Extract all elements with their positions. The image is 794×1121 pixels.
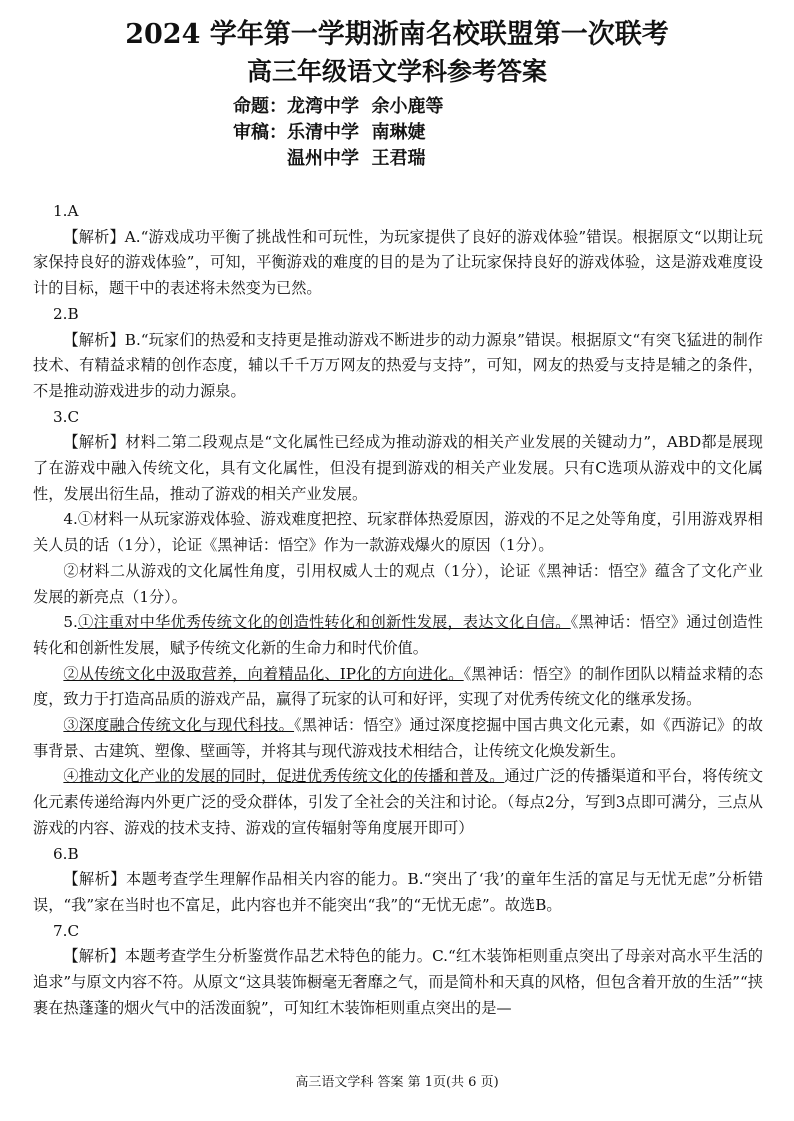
q5-detail-4: 通过广泛的传播渠道和平台，将传统文化元素传递给海内外更广泛的受众群体，引发了全社会的关注和讨论。（每点2分，写到3点即可满分，三点从游戏的内容、游戏的技术支持、游戏的宣传辐射等角度展开即可） [33,767,764,837]
q5-detail-1: 《黑神话：悟空》通过创造性转化和创新性发展，赋予传统文化新的生命力和时代价值。 [33,613,763,657]
answer-q5-point1 [33,610,763,661]
answer-q6: 6.B [53,844,79,863]
q5-detail-2: 《黑神话：悟空》的制作团队以精益求精的态度，致力于打造高品质的游戏产品，赢得了玩家的认可和好评，实现了对优秀传统文化的继承发扬。 [33,664,764,709]
q5-key-point-3: ③深度融合传统文化与现代科技。 [63,716,295,735]
answer-q1: 1.A [53,202,79,220]
answer-q4-point1: 4.①材料一从玩家游戏体验、游戏难度把控、玩家群体热爱原因，游戏的不足之处等角度，引用游戏界相关人员的话（1分），论证《黑神话：悟空》作为一款游戏爆火的原因（1分）。 [33,510,763,555]
credits-block [233,94,444,172]
answer-q4-point2: ②材料二从游戏的文化属性角度，引用权威人士的观点（1分），论证《黑神话：悟空》蕴含了文化产业发展的新亮点（1分）。 [33,561,763,606]
credit-row-reviewer [233,120,444,146]
answer-q5-point4 [33,764,763,841]
page-footer: 高三语文学科 答案 第 1页(共 6 页) [295,1075,499,1090]
credit-label: 审稿： [233,122,287,143]
exam-title: 2024 学年第一学期浙南名校联盟第一次联考 [125,19,669,50]
exam-subtitle: 高三年级语文学科参考答案 [246,57,547,86]
credit-text: 龙湾中学 余小鹿等 [287,96,444,117]
answer-q7: 7.C [53,921,80,940]
answer-body [33,199,763,1022]
credit-row-author [233,94,444,120]
q5-key-point-2: ②从传统文化中汲取营养，向着精品化、IP化的方向进化。 [63,664,464,683]
answer-q2: 2.B [53,304,79,323]
analysis-q6: 【解析】本题考查学生理解作品相关内容的能力。B.“突出了‘我’的童年生活的富足与无忧无虑”分析错误，“我”家在当时也不富足，此内容也并不能突出“我”的“无忧无虑”。故选B。 [33,870,763,914]
q5-detail-3: 《黑神话：悟空》通过深度挖掘中国古典文化元素，如《西游记》的故事背景、古建筑、塑像、壁画等，并将其与现代游戏技术相结合，让传统文化焕发新生。 [33,716,763,760]
credit-text: 乐清中学 南琳婕 [287,122,426,143]
credit-text: 温州中学 王君瑞 [287,148,426,169]
analysis-q3: 【解析】材料二第二段观点是“文化属性已经成为推动游戏的相关产业发展的关键动力”，ABD都是展现了在游戏中融入传统文化，具有文化属性，但没有提到游戏的相关产业发展。只有C选项从游戏中的文化属性，发展出衍生品，推动了游戏的相关产业发展。 [33,433,763,503]
answer-q3: 3.C [53,407,80,426]
q5-number: 5. [63,613,78,632]
credit-label: 命题： [233,96,287,117]
analysis-q1: 【解析】A.“游戏成功平衡了挑战性和可玩性，为玩家提供了良好的游戏体验”错误。根据原文“以期让玩家保持良好的游戏体验”，可知，平衡游戏的难度的目的是为了让玩家保持良好的游戏体验，这是游戏难度设计的目标，题干中的表述将未然变为已然。 [33,227,763,298]
answer-q5-point2 [33,662,763,713]
credit-row-reviewer-2 [233,146,444,172]
q5-key-point-4: ④推动文化产业的发展的同时，促进优秀传统文化的传播和普及。 [63,767,505,786]
q5-key-point-1: ①注重对中华优秀传统文化的创造性转化和创新性发展，表达文化自信。 [77,613,571,632]
analysis-q2: 【解析】B.“玩家们的热爱和支持更是推动游戏不断进步的动力源泉”错误。根据原文“有突飞猛进的制作技术、有精益求精的创作态度，辅以千千万万网友的热爱与支持”，可知，网友的热爱与支持是辅之的条件，不是推动游戏进步的动力源泉。 [33,330,763,400]
answer-q5-point3 [33,713,763,764]
analysis-q7: 【解析】本题考查学生分析鉴赏作品艺术特色的能力。C.“红木装饰柜则重点突出了母亲对高水平生活的追求”与原文内容不符。从原文“这具装饰橱毫无奢靡之气，而是简朴和天真的风格，但包含着开放的生活”“挟裹在热蓬蓬的烟火气中的活泼面貌”，可知红木装饰柜则重点突出的是— [33,947,763,1017]
